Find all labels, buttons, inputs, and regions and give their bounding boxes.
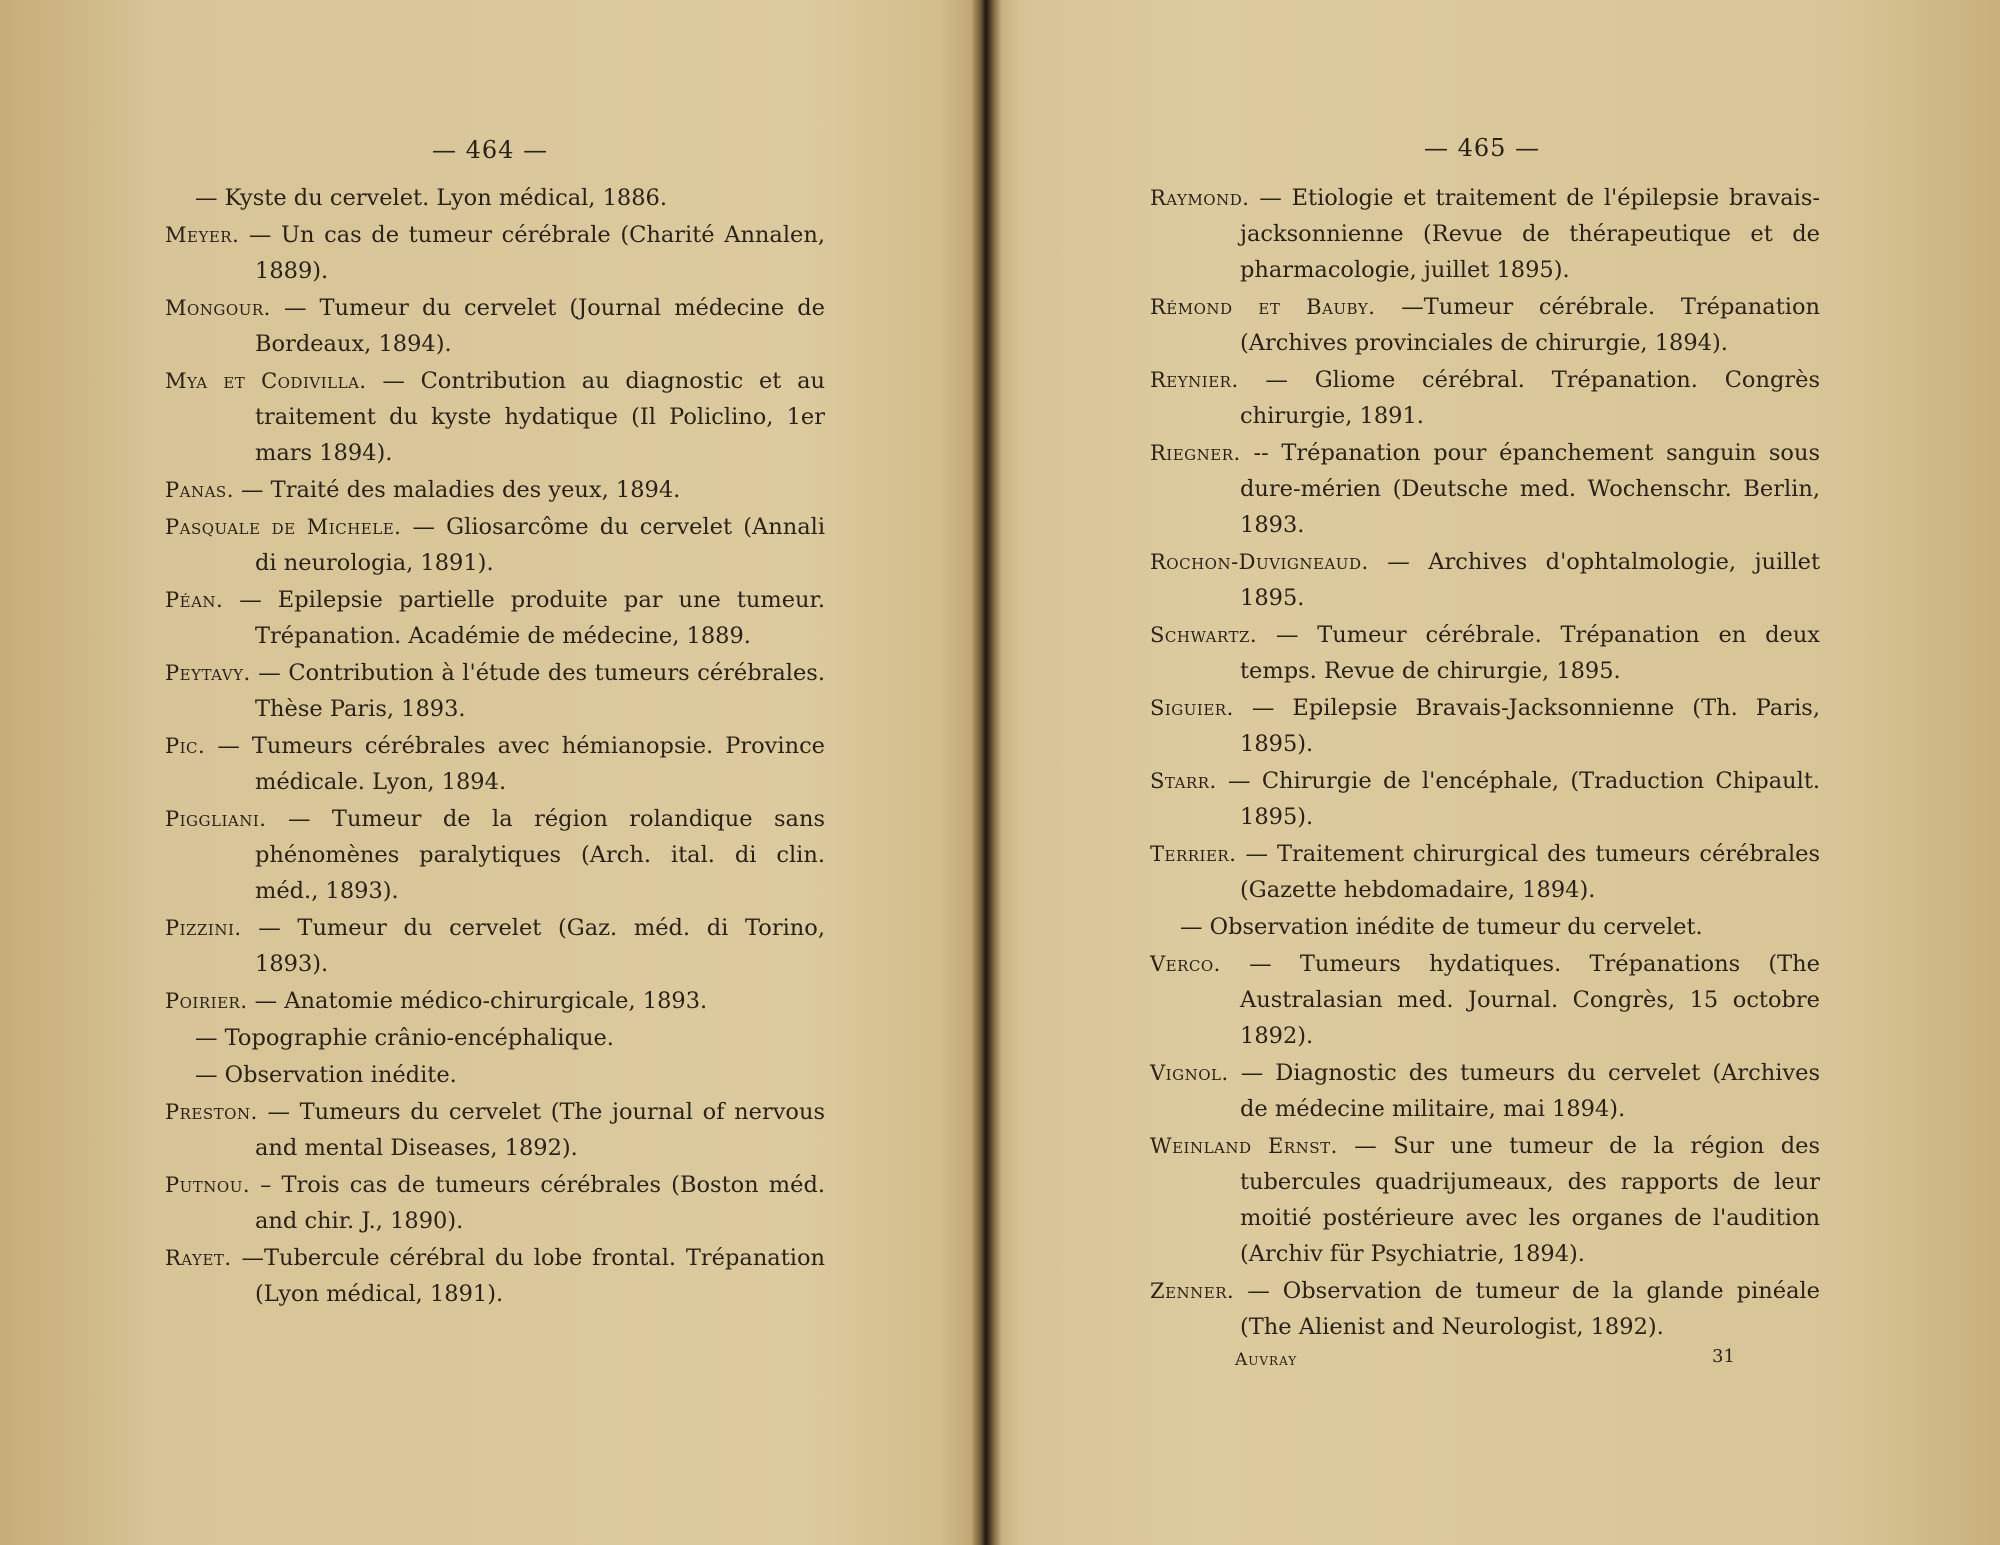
page-number: — 465 —	[1424, 134, 1541, 162]
entry-author: —	[1180, 914, 1203, 940]
entry-text: — Un cas de tumeur cérébrale (Charité Annalen, 1889).	[248, 222, 825, 284]
entry-author: Piggliani.	[165, 807, 267, 831]
bibliography-entry	[1150, 617, 1820, 689]
bibliography-list	[165, 180, 825, 1313]
bibliography-entry	[165, 1020, 825, 1056]
bibliography-entry	[1150, 836, 1820, 908]
entry-author: Schwartz.	[1150, 623, 1258, 647]
entry-author: Zenner.	[1150, 1279, 1235, 1303]
entry-author: Terrier.	[1150, 842, 1237, 866]
entry-author: —	[195, 185, 218, 211]
bibliography-entry	[165, 472, 825, 508]
entry-text: — Tumeur du cervelet (Gaz. méd. di Torino, 1893).	[255, 915, 825, 977]
entry-text: — Etiologie et traitement de l'épilepsie bravais-jacksonnienne (Revue de thérapeutique et de pharmacologie, juillet 1895).	[1240, 185, 1820, 283]
bibliography-entry	[165, 1167, 825, 1239]
entry-author: Poirier.	[165, 989, 248, 1013]
bibliography-entry	[165, 910, 825, 982]
entry-author: Meyer.	[165, 223, 240, 247]
entry-text: — Archives d'ophtalmologie, juillet 1895.	[1240, 549, 1820, 611]
entry-author: Raymond.	[1150, 186, 1250, 210]
book-gutter	[972, 0, 1002, 1545]
entry-author: Verco.	[1150, 952, 1221, 976]
entry-text: — Tumeurs hydatiques. Trépanations (The Australasian med. Journal. Congrès, 15 octobre 1892).	[1240, 951, 1820, 1049]
entry-text: — Traitement chirurgical des tumeurs cérébrales (Gazette hebdomadaire, 1894).	[1240, 841, 1821, 903]
entry-author: Péan.	[165, 588, 224, 612]
entry-author: Pizzini.	[165, 916, 242, 940]
bibliography-entry	[1150, 435, 1820, 543]
right-page	[1002, 0, 2000, 1545]
bibliography-entry	[1150, 909, 1820, 945]
entry-author: Preston.	[165, 1100, 258, 1124]
entry-text: — Sur une tumeur de la région des tubercules quadrijumeaux, des rapports de leur moitié postérieure avec les organes de l'audition (Archiv für Psychiatrie, 1894).	[1240, 1133, 1820, 1267]
entry-text: — Anatomie médico-chirurgicale, 1893.	[254, 988, 708, 1014]
entry-text: — Tumeur cérébrale. Trépanation en deux temps. Revue de chirurgie, 1895.	[1240, 622, 1820, 684]
bibliography-entry	[1150, 1128, 1820, 1272]
entry-author: Pic.	[165, 734, 206, 758]
entry-text: – Trois cas de tumeurs cérébrales (Boston méd. and chir. J., 1890).	[255, 1172, 825, 1234]
bibliography-entry	[1150, 544, 1820, 616]
bibliography-entry	[1150, 1273, 1820, 1345]
bibliography-entry	[165, 655, 825, 727]
entry-text: — Tumeurs du cervelet (The journal of nervous and mental Diseases, 1892).	[255, 1099, 825, 1161]
entry-text: Observation inédite de tumeur du cervelet.	[1209, 914, 1703, 940]
bibliography-entry	[165, 1240, 825, 1312]
entry-text: Observation inédite.	[224, 1062, 457, 1088]
entry-author: Mya et Codivilla.	[165, 369, 367, 393]
entry-author: Reynier.	[1150, 368, 1239, 392]
printer-signature-number: 31	[1712, 1346, 1735, 1367]
entry-text: —Tubercule cérébral du lobe frontal. Trépanation (Lyon médical, 1891).	[241, 1245, 825, 1307]
bibliography-entry	[1150, 1055, 1820, 1127]
entry-author: Pasquale de Michele.	[165, 515, 402, 539]
entry-text: — Diagnostic des tumeurs du cervelet (Archives de médecine militaire, mai 1894).	[1240, 1060, 1821, 1122]
bibliography-entry	[165, 728, 825, 800]
entry-text: — Contribution à l'étude des tumeurs cérébrales. Thèse Paris, 1893.	[255, 660, 825, 722]
entry-author: Peytavy.	[165, 661, 251, 685]
bibliography-list	[1150, 180, 1820, 1346]
bibliography-entry	[165, 363, 825, 471]
entry-text: —Tumeur cérébrale. Trépanation (Archives provinciales de chirurgie, 1894).	[1240, 294, 1820, 356]
entry-text: — Tumeur du cervelet (Journal médecine de Bordeaux, 1894).	[255, 295, 825, 357]
entry-author: Rayet.	[165, 1246, 232, 1270]
page-number: — 464 —	[432, 136, 549, 164]
bibliography-entry	[165, 180, 825, 216]
entry-author: Mongour.	[165, 296, 271, 320]
bibliography-entry	[165, 1057, 825, 1093]
entry-author: Starr.	[1150, 769, 1217, 793]
entry-author: Rémond et Bauby.	[1150, 295, 1376, 319]
entry-text: — Observation de tumeur de la glande pinéale (The Alienist and Neurologist, 1892).	[1240, 1278, 1820, 1340]
bibliography-entry	[1150, 180, 1820, 288]
entry-text: — Epilepsie partielle produite par une tumeur. Trépanation. Académie de médecine, 1889.	[239, 587, 825, 649]
entry-author: Putnou.	[165, 1173, 251, 1197]
entry-author: —	[195, 1025, 218, 1051]
bibliography-entry	[1150, 946, 1820, 1054]
entry-author: Siguier.	[1150, 696, 1234, 720]
entry-text: — Tumeurs cérébrales avec hémianopsie. Province médicale. Lyon, 1894.	[217, 733, 825, 795]
entry-text: Kyste du cervelet. Lyon médical, 1886.	[224, 185, 668, 211]
bibliography-entry	[1150, 763, 1820, 835]
bibliography-entry	[165, 509, 825, 581]
entry-author: Vignol.	[1150, 1061, 1229, 1085]
bibliography-entry	[1150, 690, 1820, 762]
entry-text: — Epilepsie Bravais-Jacksonnienne (Th. Paris, 1895).	[1240, 695, 1820, 757]
entry-text: — Traité des maladies des yeux, 1894.	[241, 477, 681, 503]
bibliography-entry	[165, 983, 825, 1019]
entry-author: Weinland Ernst.	[1150, 1134, 1338, 1158]
entry-author: Panas.	[165, 478, 234, 502]
left-page	[0, 0, 972, 1545]
bibliography-entry	[165, 582, 825, 654]
entry-text: -- Trépanation pour épanchement sanguin sous dure-mérien (Deutsche med. Wochenschr. Berlin, 1893.	[1240, 440, 1821, 538]
entry-text: — Contribution au diagnostic et au traitement du kyste hydatique (Il Policlino, 1er mars 1894).	[255, 368, 825, 466]
bibliography-entry	[1150, 362, 1820, 434]
entry-author: —	[195, 1062, 218, 1088]
entry-text: Topographie crânio-encéphalique.	[224, 1025, 614, 1051]
printer-signature-name: Auvray	[1235, 1350, 1298, 1370]
bibliography-entry	[165, 1094, 825, 1166]
bibliography-entry	[1150, 289, 1820, 361]
entry-text: — Gliome cérébral. Trépanation. Congrès chirurgie, 1891.	[1240, 367, 1820, 429]
entry-text: — Chirurgie de l'encéphale, (Traduction Chipault. 1895).	[1228, 768, 1821, 830]
bibliography-entry	[165, 290, 825, 362]
bibliography-entry	[165, 801, 825, 909]
entry-text: — Gliosarcôme du cervelet (Annali di neurologia, 1891).	[255, 514, 826, 576]
bibliography-entry	[165, 217, 825, 289]
entry-author: Riegner.	[1150, 441, 1241, 465]
entry-text: — Tumeur de la région rolandique sans phénomènes paralytiques (Arch. ital. di clin. méd., 1893).	[255, 806, 825, 904]
entry-author: Rochon-Duvigneaud.	[1150, 550, 1369, 574]
